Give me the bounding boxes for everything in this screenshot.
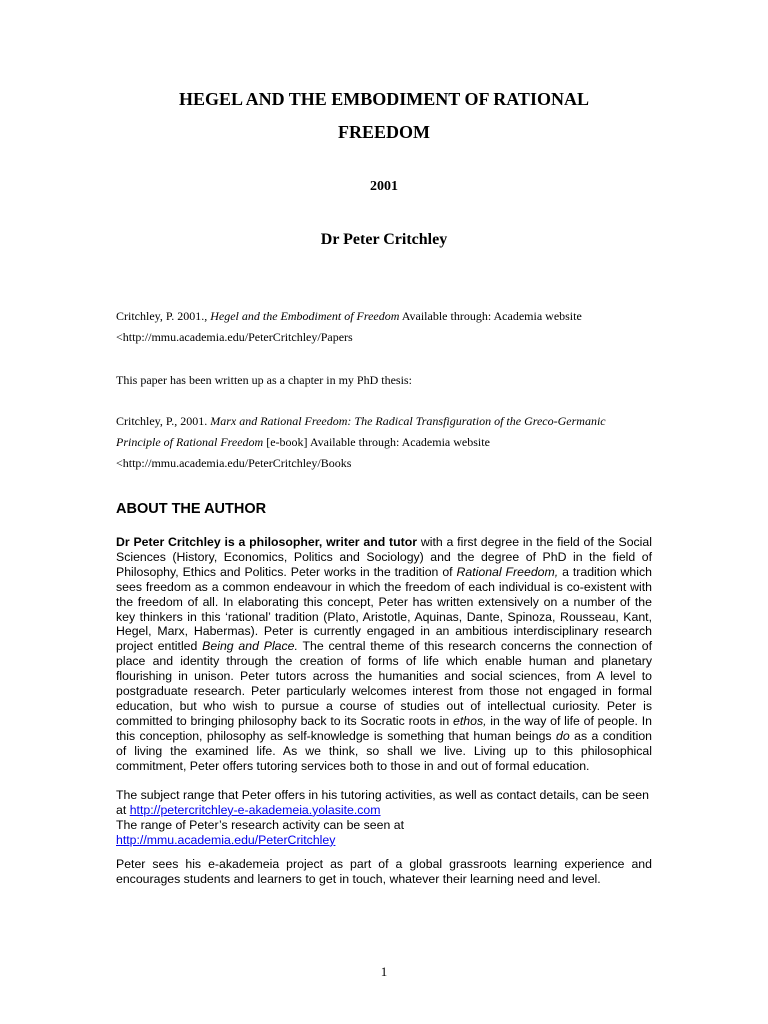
academia-profile-link[interactable]: http://mmu.academia.edu/PeterCritchley	[116, 832, 336, 847]
bio-text-4: in the way of life of people. In this conception, philosophy as self-knowledge is something that human beings	[116, 713, 652, 743]
citation-1-title: Hegel and the Embodiment of Freedom	[210, 309, 400, 323]
citation-1-suffix: Available through: Academia website	[401, 309, 582, 323]
citation-1-prefix: Critchley, P. 2001.,	[116, 309, 208, 323]
document-year: 2001	[370, 179, 398, 194]
bio-emphasis-do: do	[556, 728, 570, 743]
author-bio-paragraph	[116, 535, 652, 774]
document-title-line-2: FREEDOM	[338, 122, 430, 142]
citation-2-url: <http://mmu.academia.edu/PeterCritchley/Books	[116, 456, 352, 470]
citation-2-title-part-1: Marx and Rational Freedom: The Radical Transfiguration of the Greco-Germanic	[210, 414, 606, 428]
subject-range-paragraph	[116, 788, 652, 848]
citation-1-line-1	[116, 309, 656, 324]
research-range-text: The range of Peter’s research activity can be seen at	[116, 817, 404, 832]
document-author: Dr Peter Critchley	[320, 231, 448, 248]
bio-text-3: The central theme of this research concerns the connection of place and identity through the creation of forms of life which enable human and planetary flourishing in unison. Peter tutors across the humanities and social sciences, from A level to postgraduate research. Peter particularly welcomes interest from those not engaged in formal education, but who wish to pursue a course of studies out of intellectual curiosity. Peter is committed to bringing philosophy back to its Socratic roots in	[116, 639, 652, 728]
e-akademeia-paragraph: Peter sees his e-akademeia project as part of a global grassroots learning experience and encourages students and learners to get in touch, whatever their learning need and level.	[116, 857, 652, 886]
about-author-heading: ABOUT THE AUTHOR	[116, 501, 267, 517]
subject-range-text: The subject range that Peter offers in his tutoring activities, as well as contact details, can be seen at	[116, 788, 649, 817]
page-number: 1	[380, 964, 388, 979]
document-title-line-1: HEGEL AND THE EMBODIMENT OF RATIONAL	[179, 89, 589, 109]
bio-text-1: with a first degree in the field of the Social Sciences (History, Economics, Politics and Sociology) and the degree of PhD in the field of Philosophy, Ethics and Politics. Peter works in the tradition of	[116, 535, 652, 579]
bio-emphasis-being-and-place: Being and Place.	[202, 639, 298, 654]
citation-1-url: <http://mmu.academia.edu/PeterCritchley/Papers	[116, 330, 353, 344]
bio-text-5: as a condition of living the examined life. As we think, so shall we live. Living up to this philosophical commitment, Peter offers tutoring services both to those in and out of formal education.	[116, 728, 652, 773]
thesis-note: This paper has been written up as a chapter in my PhD thesis:	[116, 373, 412, 387]
bio-text-2: a tradition which sees freedom as a common endeavour in which the freedom of each individual is co-existent with the freedom of all. In elaborating this concept, Peter has written extensively on a number of the key thinkers in this ‘rational’ tradition (Plato, Aristotle, Aquinas, Dante, Spinoza, Rousseau, Kant, Hegel, Marx, Habermas). Peter is currently engaged in an ambitious interdisciplinary research project entitled	[116, 564, 652, 654]
bio-emphasis-ethos: ethos,	[453, 713, 487, 728]
citation-2-line-1	[116, 414, 656, 429]
citation-2-suffix: [e-book] Available through: Academia website	[266, 435, 490, 449]
citation-2-prefix: Critchley, P., 2001.	[116, 414, 208, 428]
citation-2-line-2	[116, 435, 656, 450]
tutoring-site-link[interactable]: http://petercritchley-e-akademeia.yolasite.com	[129, 802, 381, 817]
bio-emphasis-rational-freedom: Rational Freedom,	[456, 564, 559, 579]
bio-lead: Dr Peter Critchley is a philosopher, writer and tutor	[116, 535, 418, 549]
citation-2-title-part-2: Principle of Rational Freedom	[116, 435, 264, 449]
